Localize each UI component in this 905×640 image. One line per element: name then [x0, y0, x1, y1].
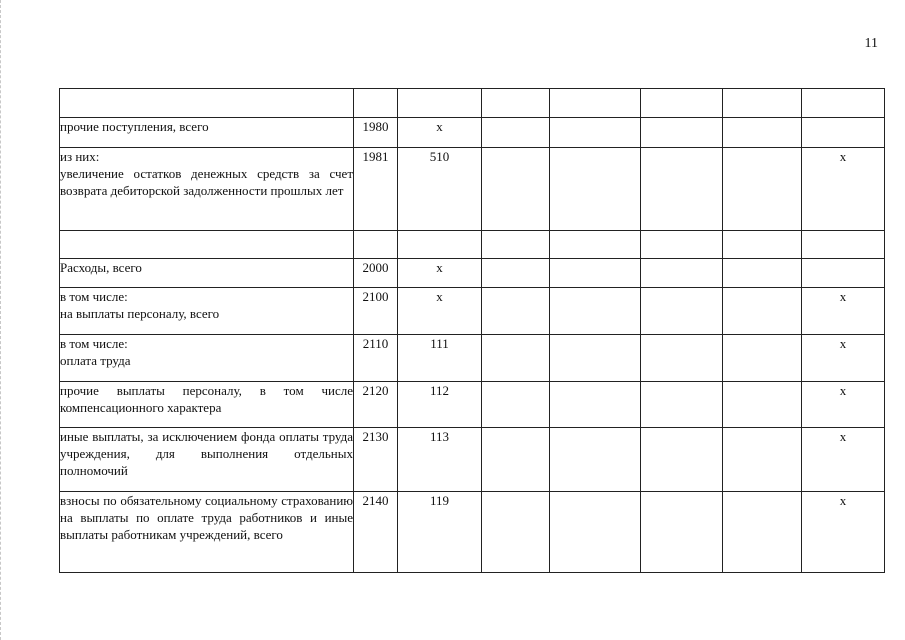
row-kbk-code: 119	[398, 492, 482, 573]
row-label	[60, 89, 354, 118]
row-label	[60, 492, 354, 573]
empty-cell	[641, 288, 723, 335]
row-code: 1981	[354, 148, 398, 231]
empty-cell	[641, 118, 723, 148]
empty-cell	[482, 259, 550, 288]
empty-cell	[550, 288, 641, 335]
row-kbk-code: 510	[398, 148, 482, 231]
empty-cell	[641, 259, 723, 288]
row-label-line: прочие поступления, всего	[60, 119, 209, 134]
table-row	[60, 335, 885, 382]
row-mark: х	[802, 335, 885, 382]
row-label-line: иные выплаты, за исключением фонда оплаты труда учреждения, для выполнения отдельных полномочий	[60, 429, 353, 478]
row-code: 2140	[354, 492, 398, 573]
empty-cell	[723, 288, 802, 335]
empty-cell	[482, 492, 550, 573]
row-label	[60, 428, 354, 492]
row-label-line: на выплаты персоналу, всего	[60, 306, 220, 321]
row-label-line: взносы по обязательному социальному страхованию на выплаты по оплате труда работников и иные выплаты работникам учреждений, всего	[60, 493, 353, 542]
empty-cell	[550, 335, 641, 382]
empty-cell	[641, 89, 723, 118]
empty-cell	[550, 382, 641, 428]
row-label	[60, 288, 354, 335]
row-mark	[802, 89, 885, 118]
empty-cell	[550, 148, 641, 231]
row-code: 2130	[354, 428, 398, 492]
row-mark: х	[802, 492, 885, 573]
empty-cell	[641, 428, 723, 492]
row-label-line: увеличение остатков денежных средств за счет возврата дебиторской задолженности прошлых лет	[60, 166, 353, 198]
empty-cell	[482, 89, 550, 118]
row-code	[354, 231, 398, 259]
empty-cell	[482, 118, 550, 148]
table-row	[60, 382, 885, 428]
financial-plan-table	[59, 88, 885, 573]
row-code: 2120	[354, 382, 398, 428]
row-mark	[802, 231, 885, 259]
row-mark	[802, 118, 885, 148]
empty-cell	[482, 148, 550, 231]
empty-cell	[723, 89, 802, 118]
row-kbk-code: 112	[398, 382, 482, 428]
empty-cell	[482, 428, 550, 492]
empty-cell	[641, 148, 723, 231]
table-row	[60, 89, 885, 118]
row-kbk-code	[398, 89, 482, 118]
scan-left-edge	[0, 0, 4, 640]
empty-cell	[550, 428, 641, 492]
empty-cell	[641, 335, 723, 382]
row-kbk-code: х	[398, 118, 482, 148]
row-label	[60, 118, 354, 148]
row-mark: х	[802, 148, 885, 231]
row-kbk-code: х	[398, 288, 482, 335]
empty-cell	[723, 118, 802, 148]
row-label-line: из них:	[60, 149, 100, 164]
empty-cell	[482, 335, 550, 382]
empty-cell	[482, 231, 550, 259]
row-label	[60, 259, 354, 288]
empty-cell	[550, 89, 641, 118]
row-label-line: в том числе:	[60, 336, 128, 351]
row-kbk-code: 111	[398, 335, 482, 382]
empty-cell	[723, 259, 802, 288]
row-kbk-code	[398, 231, 482, 259]
empty-cell	[723, 231, 802, 259]
empty-cell	[482, 288, 550, 335]
row-mark: х	[802, 382, 885, 428]
row-code: 2100	[354, 288, 398, 335]
row-code: 2000	[354, 259, 398, 288]
table-row	[60, 118, 885, 148]
row-mark: х	[802, 428, 885, 492]
row-code	[354, 89, 398, 118]
empty-cell	[723, 335, 802, 382]
table-row	[60, 259, 885, 288]
empty-cell	[723, 148, 802, 231]
row-kbk-code: 113	[398, 428, 482, 492]
table-row	[60, 288, 885, 335]
row-label	[60, 231, 354, 259]
row-label	[60, 148, 354, 231]
row-code: 1980	[354, 118, 398, 148]
row-label-line: оплата труда	[60, 353, 131, 368]
row-label-line: в том числе:	[60, 289, 128, 304]
row-mark	[802, 259, 885, 288]
empty-cell	[482, 382, 550, 428]
row-label	[60, 335, 354, 382]
empty-cell	[550, 118, 641, 148]
empty-cell	[550, 231, 641, 259]
table-row	[60, 428, 885, 492]
row-code: 2110	[354, 335, 398, 382]
table-row	[60, 148, 885, 231]
empty-cell	[641, 382, 723, 428]
empty-cell	[641, 492, 723, 573]
row-mark: х	[802, 288, 885, 335]
empty-cell	[723, 382, 802, 428]
empty-cell	[550, 259, 641, 288]
empty-cell	[550, 492, 641, 573]
table-row	[60, 231, 885, 259]
empty-cell	[723, 492, 802, 573]
row-label-line: Расходы, всего	[60, 260, 142, 275]
empty-cell	[641, 231, 723, 259]
row-label	[60, 382, 354, 428]
table-row	[60, 492, 885, 573]
empty-cell	[723, 428, 802, 492]
page-number: 11	[864, 36, 878, 51]
row-kbk-code: х	[398, 259, 482, 288]
row-label-line: прочие выплаты персоналу, в том числе компенсационного характера	[60, 383, 353, 415]
